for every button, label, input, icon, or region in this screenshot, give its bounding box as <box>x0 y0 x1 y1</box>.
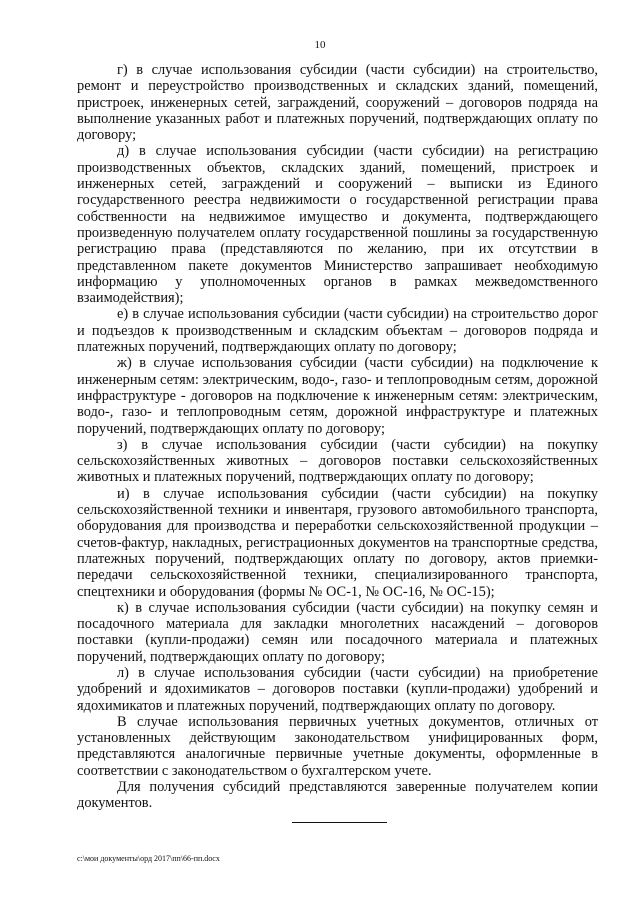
paragraph-zh: ж) в случае использования субсидии (части субсидии) на подключение к инженерным сетям: электрическим, водо-, газо- и теплопроводным сетям, дорожной инфраструктуре - договоров на подключение к инженерным сетям: электрическим, водо-, газо- и теплопроводным сетям, дорожной инфраструктуре и платежных поручений, подтверждающих оплату по договору; <box>77 355 598 437</box>
paragraph-d: д) в случае использования субсидии (части субсидии) на регистрацию производственных объектов, складских зданий, помещений, пристроек и инженерных сетей, заграждений и сооружений – выписки из Единого государственного реестра недвижимости о государственной регистрации права собственности на недвижимое имущество и документа, подтверждающего произведенную получателем оплату государственной пошлины за государственную регистрацию права (представляются по желанию, при их отсутствии в представленном пакете документов Министерство запрашивает необходимую информацию у уполномоченных органов в рамках межведомственного взаимодействия); <box>77 143 598 307</box>
paragraph-z: з) в случае использования субсидии (части субсидии) на покупку сельскохозяйственных животных – договоров поставки сельскохозяйственных животных и платежных поручений, подтверждающих оплату по договору; <box>77 436 598 486</box>
page-number: 10 <box>314 39 326 51</box>
paragraph-e: е) в случае использования субсидии (части субсидии) на строительство дорог и подъездов к производственным и складским объектам – договоров подряда и платежных поручений, подтверждающих оплату по договору; <box>77 306 598 356</box>
document-body <box>77 62 598 812</box>
paragraph-primary-documents: В случае использования первичных учетных документов, отличных от установленных действующим законодательством унифицированных форм, представляются аналогичные первичные учетные документы, оформленные в соответствии с законодательством о бухгалтерском учете. <box>77 713 598 779</box>
end-divider <box>292 822 387 823</box>
paragraph-certified-copies: Для получения субсидий представляются заверенные получателем копии документов. <box>77 779 598 812</box>
paragraph-g: г) в случае использования субсидии (части субсидии) на строительство, ремонт и переустройство производственных и складских зданий, помещений, пристроек, инженерных сетей, заграждений, сооружений – договоров подряда на выполнение указанных работ и платежных поручений, подтверждающих оплату по договору; <box>77 62 598 144</box>
paragraph-l: л) в случае использования субсидии (части субсидии) на приобретение удобрений и ядохимикатов – договоров поставки (купли-продажи) удобрений и ядохимикатов и платежных поручений, подтверждающих оплату по договору. <box>77 664 598 714</box>
file-path: с:\мои документы\орд 2017\пп\66-пп.docx <box>77 854 220 863</box>
paragraph-i: и) в случае использования субсидии (части субсидии) на покупку сельскохозяйственной техники и инвентаря, грузового автомобильного транспорта, оборудования для производства и переработки сельскохозяйственной продукции – счетов-фактур, накладных, регистрационных документов на транспортные средства, платежных поручений, подтверждающих оплату по договору, актов приемки-передачи сельскохозяйственной техники, специализированного транспорта, спецтехники и оборудования (формы № ОС-1, № ОС-16, № ОС-15); <box>77 485 598 600</box>
paragraph-k: к) в случае использования субсидии (части субсидии) на покупку семян и посадочного материала для закладки многолетних насаждений – договоров поставки (купли-продажи) семян или посадочного материала и платежных поручений, подтверждающих оплату по договору; <box>77 599 598 665</box>
